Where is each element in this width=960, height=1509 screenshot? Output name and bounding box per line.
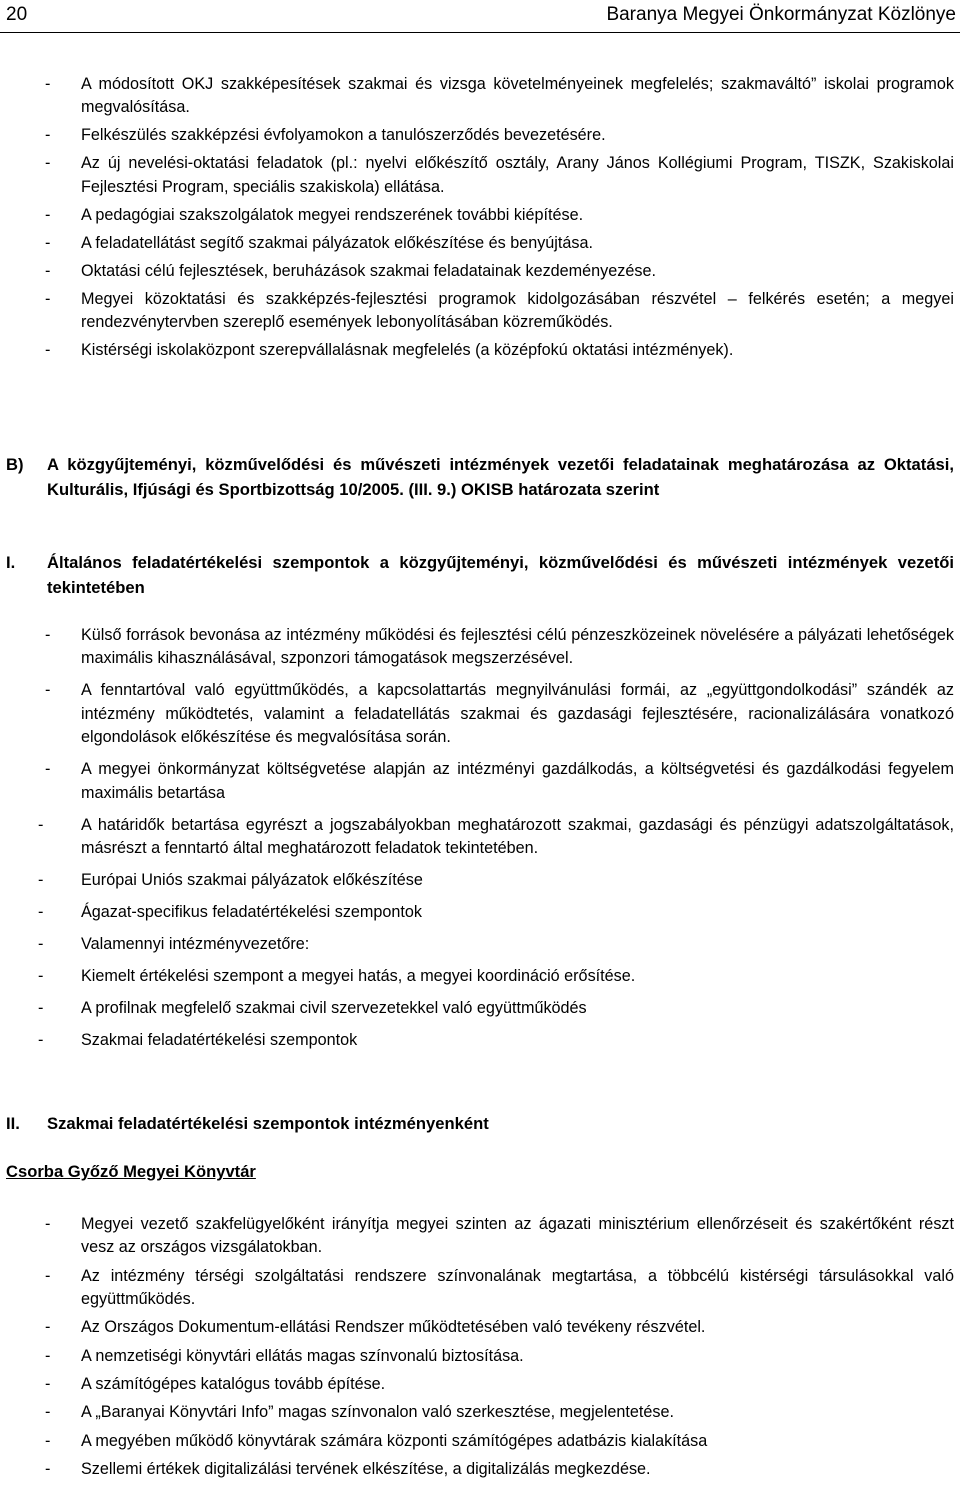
section-b-heading: A közgyűjteményi, közművelődési és művészeti intézmények vezetői feladatainak meghatározása az Oktatási, Kulturális, Ifjúsági és Sportbizottság 10/2005. (III. 9.) OKISB határozata szerint [47, 455, 954, 499]
publication-title: Baranya Megyei Önkormányzat Közlönye [606, 4, 956, 25]
library-heading: Csorba Győző Megyei Könyvtár [6, 1162, 256, 1181]
list-bottom [0, 1213, 960, 1486]
page-header [0, 0, 960, 34]
list-item: - Európai Uniós szakmai pályázatok előkészítése [38, 871, 423, 890]
section-i [0, 551, 960, 600]
list-item: - Szellemi értékek digitalizálási tervének elkészítése, a digitalizálás megkezdése. [45, 1459, 651, 1478]
list-item: - A nemzetiségi könyvtári ellátás magas színvonalú biztosítása. [45, 1346, 524, 1365]
list-item: - Megyei közoktatási és szakképzés-fejlesztési programok kidolgozásában részvétel – felkérés esetén; a megyei rendezvénytervben szereplő események lebonyolításában közreműködés. [45, 289, 954, 332]
list-item: - A megyében működő könyvtárak számára központi számítógépes adatbázis kialakítása [45, 1431, 708, 1450]
list-item: - Oktatási célú fejlesztések, beruházások szakmai feladatainak kezdeményezése. [45, 261, 656, 280]
list-item: - Szakmai feladatértékelési szempontok [38, 1031, 358, 1050]
list-item: - A számítógépes katalógus tovább építése. [45, 1375, 386, 1393]
list-item: - A módosított OKJ szakképesítések szakmai és vizsga követelményeinek megfelelés; szakmaváltó” iskolai programok megvalósítása. [45, 75, 954, 117]
list-item: - A „Baranyai Könyvtári Info” magas színvonalon való szerkesztése, megjelentetése. [45, 1403, 674, 1422]
list-item: - Megyei vezető szakfelügyelőként irányítja megyei szinten az ágazati minisztérium ellenőrzéseit és szakértőként részt vesz az országos vizsgálatokban. [45, 1215, 954, 1257]
list-top [0, 73, 960, 367]
list-item: - Kiemelt értékelési szempont a megyei hatás, a megyei koordináció erősítése. [38, 967, 636, 986]
page-number: 20 [6, 4, 28, 25]
list-item: - Az Országos Dokumentum-ellátási Rendszer működtetésében való tevékeny részvétel. [45, 1318, 706, 1337]
section-b [0, 453, 960, 502]
list-item: - Kistérségi iskolaközpont szerepvállalásnak megfelelés (a középfokú oktatási intézmények). [45, 341, 734, 360]
list-mid [0, 624, 960, 1061]
list-item: - A feladatellátást segítő szakmai pályázatok előkészítése és benyújtása. [45, 233, 594, 252]
list-item: - A határidők betartása egyrészt a jogszabályokban meghatározott szakmai, gazdasági és pénzügyi adatszolgáltatások, másrészt a fenntartó által meghatározott feladatok tekintetében. [38, 815, 954, 858]
section-i-heading: Általános feladatértékelési szempontok a közgyűjteményi, közművelődési és művészeti intézmények vezetői tekintetében [47, 553, 954, 597]
list-item: - Külső források bevonása az intézmény működési és fejlesztési célú pénzeszközeinek növelésére a pályázati lehetőségek maximális kihasználásával, szponzori támogatások megszerzésével. [45, 626, 954, 668]
section-ii-heading: Szakmai feladatértékelési szempontok intézményenként [47, 1114, 489, 1133]
list-item: - A profilnak megfelelő szakmai civil szervezetekkel való együttműködés [38, 999, 587, 1018]
list-item: - Az új nevelési-oktatási feladatok (pl.: nyelvi előkészítő osztály, Arany János Kollégiumi Program, TISZK, Szakiskolai Fejlesztési Program, speciális szakiskola) ellátása. [45, 154, 954, 196]
list-item: - Valamennyi intézményvezetőre: [38, 935, 310, 954]
list-item: - A fenntartóval való együttműködés, a kapcsolattartás megnyilvánulási formái, az „együttgondolkodási” szándék az intézmény működtetés, valamint a feladatellátás szakmai és gazdasági fejlesztésére, racionalizálására vonatkozó elgondolások előkészítése és megvalósítása során. [45, 681, 954, 747]
list-item: - Az intézmény térségi szolgáltatási rendszere színvonalának megtartása, a többcélú kistérségi társulásokkal való együttműködés. [45, 1266, 954, 1309]
list-item: - Felkészülés szakképzési évfolyamokon a tanulószerződés bevezetésére. [45, 126, 606, 145]
list-item: - Ágazat-specifikus feladatértékelési szempontok [38, 903, 423, 922]
list-item: - A pedagógiai szakszolgálatok megyei rendszerének további kiépítése. [45, 205, 584, 224]
section-i-label: I. [6, 553, 16, 572]
header-rule [0, 32, 960, 33]
section-ii [0, 1112, 960, 1137]
section-ii-label: II. [6, 1114, 20, 1133]
list-item: - A megyei önkormányzat költségvetése alapján az intézményi gazdálkodás, a költségvetési és gazdálkodási fegyelem maximális betartása [45, 760, 954, 802]
section-b-label: B) [6, 455, 24, 474]
